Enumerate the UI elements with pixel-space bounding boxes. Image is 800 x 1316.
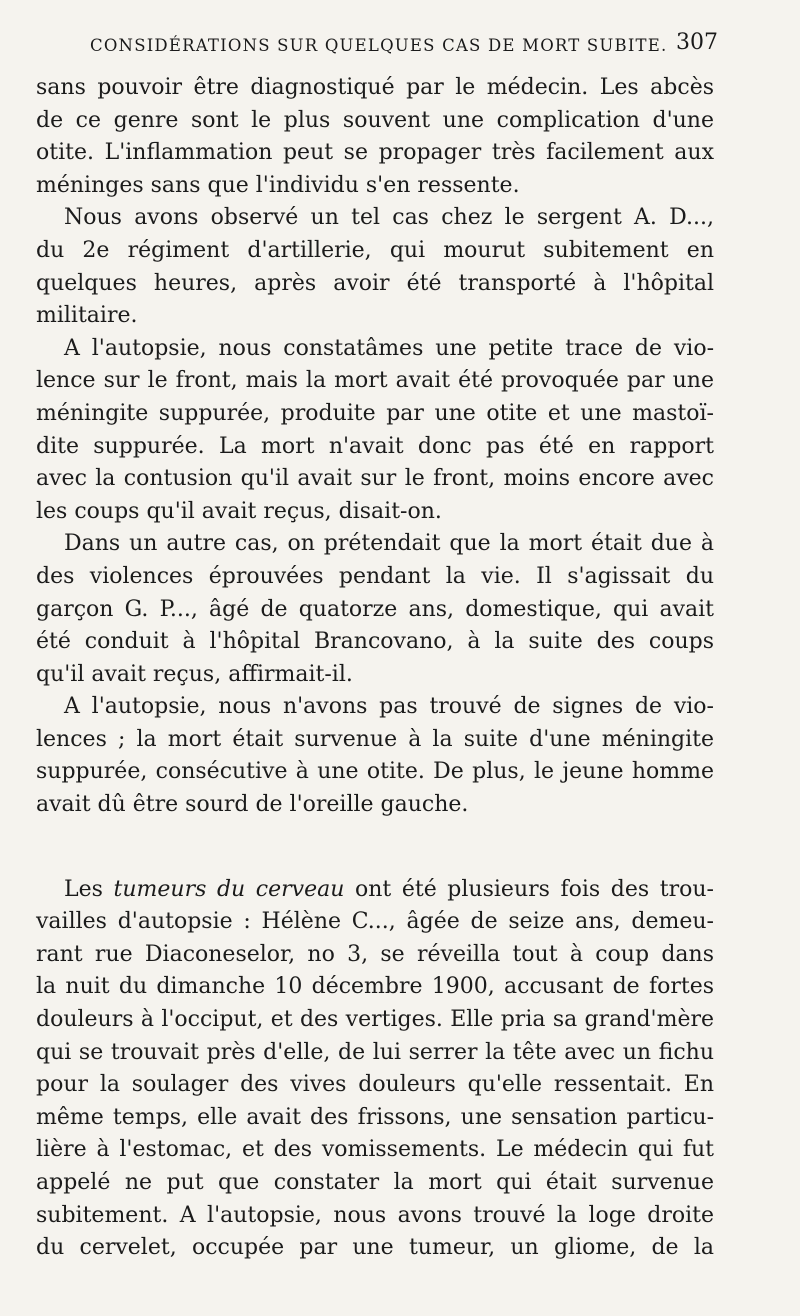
page-number: 307 xyxy=(676,30,718,55)
text-run: Les xyxy=(64,876,114,902)
text-line: lences ; la mort était survenue à la suite d'une méningite xyxy=(36,726,714,752)
text-line: douleurs à l'occiput, et des vertiges. Elle pria sa grand'mère xyxy=(36,1007,714,1033)
text-line: rant rue Diaconeselor, no 3, se réveilla tout à coup dans xyxy=(36,941,714,967)
text-line: Dans un autre cas, on prétendait que la mort était due à xyxy=(64,531,714,557)
body-text xyxy=(36,72,714,1265)
text-line: de ce genre sont le plus souvent une complication d'une xyxy=(36,107,714,133)
text-line: appelé ne put que constater la mort qui était survenue xyxy=(36,1170,714,1195)
text-run: ont été plusieurs fois des trou- xyxy=(344,876,714,902)
paragraph-2 xyxy=(36,202,714,332)
section-gap xyxy=(36,822,714,874)
text-line: A l'autopsie, nous n'avons pas trouvé de signes de vio- xyxy=(64,694,714,720)
paragraph-4 xyxy=(36,528,714,691)
text-line: du 2e régiment d'artillerie, qui mourut subitement en xyxy=(36,237,714,263)
text-line: lière à l'estomac, et des vomissements. Le médecin qui fut xyxy=(36,1137,714,1163)
text-line: méningite suppurée, produite par une otite et une mastoï- xyxy=(36,400,714,426)
text-line: otite. L'inflammation peut se propager très facilement aux xyxy=(36,140,714,166)
text-line: lence sur le front, mais la mort avait été provoquée par une xyxy=(36,368,714,394)
text-line: qu'il avait reçus, affirmait-il. xyxy=(36,661,353,687)
text-line: A l'autopsie, nous constatâmes une petite trace de vio- xyxy=(64,335,714,361)
text-line: Nous avons observé un tel cas chez le sergent A. D..., xyxy=(64,205,714,231)
running-head: CONSIDÉRATIONS SUR QUELQUES CAS DE MORT SUBITE. xyxy=(90,36,668,55)
text-line: des violences éprouvées pendant la vie. Il s'agissait du xyxy=(36,563,714,589)
text-line: la nuit du dimanche 10 décembre 1900, accusant de fortes xyxy=(36,974,714,1000)
text-line: du cervelet, occupée par une tumeur, un gliome, de la xyxy=(36,1235,714,1261)
text-line: méninges sans que l'individu s'en ressente. xyxy=(36,172,520,198)
paragraph-6 xyxy=(36,874,714,1265)
text-line: vailles d'autopsie : Hélène C..., âgée de seize ans, demeu- xyxy=(36,909,714,935)
italic-phrase: tumeurs du cerveau xyxy=(113,876,345,902)
text-line: les coups qu'il avait reçus, disait-on. xyxy=(36,498,442,524)
text-line: sans pouvoir être diagnostiqué par le médecin. Les abcès xyxy=(36,75,714,100)
paragraph-5 xyxy=(36,691,714,821)
text-line: même temps, elle avait des frissons, une sensation particu- xyxy=(36,1104,714,1130)
text-line: dite suppurée. La mort n'avait donc pas été en rapport xyxy=(36,433,714,459)
text-line: qui se trouvait près d'elle, de lui serrer la tête avec un fichu xyxy=(36,1039,714,1065)
text-line: pour la soulager des vives douleurs qu'elle ressentait. En xyxy=(36,1072,714,1098)
text-line: militaire. xyxy=(36,303,138,329)
paragraph-1 xyxy=(36,72,714,202)
paragraph-3 xyxy=(36,333,714,529)
text-line: avec la contusion qu'il avait sur le front, moins encore avec xyxy=(36,466,714,492)
text-line: subitement. A l'autopsie, nous avons trouvé la loge droite xyxy=(36,1202,714,1228)
text-line xyxy=(36,874,714,907)
text-line: garçon G. P..., âgé de quatorze ans, domestique, qui avait xyxy=(36,596,714,622)
page-header xyxy=(36,30,716,60)
text-line: quelques heures, après avoir été transporté à l'hôpital xyxy=(36,270,714,296)
text-line: été conduit à l'hôpital Brancovano, à la suite des coups xyxy=(36,629,714,655)
text-line: suppurée, consécutive à une otite. De plus, le jeune homme xyxy=(36,759,714,785)
text-line: avait dû être sourd de l'oreille gauche. xyxy=(36,792,469,818)
